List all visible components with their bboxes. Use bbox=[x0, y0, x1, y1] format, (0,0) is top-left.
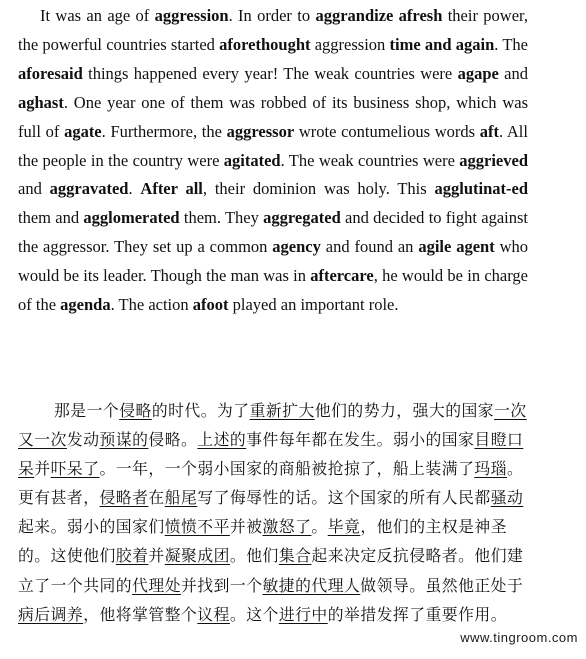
english-term: aggressor bbox=[226, 121, 295, 141]
chinese-term: 上述的 bbox=[197, 430, 247, 450]
english-text: them and bbox=[18, 208, 84, 228]
chinese-paragraph bbox=[18, 396, 538, 629]
english-text: . The bbox=[494, 34, 528, 54]
english-term: agape bbox=[457, 63, 499, 83]
chinese-text: 起来决定反抗侵略者。他们建立了一个共同的 bbox=[18, 546, 524, 595]
chinese-term: 凝聚成团 bbox=[164, 546, 230, 566]
english-text: and decided to fight against the aggressor. They set up a common bbox=[18, 208, 528, 257]
chinese-term: 目瞪口呆 bbox=[18, 430, 524, 479]
chinese-term: 一次又一次 bbox=[18, 401, 527, 450]
chinese-text: 写了侮辱性的话。这个国家的所有人民都 bbox=[197, 488, 491, 508]
chinese-text: 发动 bbox=[66, 430, 100, 450]
english-term: aggregated bbox=[263, 208, 341, 228]
chinese-term: 预谋的 bbox=[99, 430, 149, 450]
english-text: . The action bbox=[110, 295, 193, 315]
english-term: agency bbox=[272, 237, 321, 257]
chinese-term: 敏捷的代理人 bbox=[262, 575, 361, 595]
english-term: aggrandize afresh bbox=[315, 6, 443, 25]
chinese-text: 起来。弱小的国家们 bbox=[18, 517, 165, 537]
watermark: www.tingroom.com bbox=[460, 630, 578, 645]
english-text: and found an bbox=[320, 237, 419, 257]
chinese-text: 在 bbox=[148, 488, 165, 508]
english-text: . Furthermore, the bbox=[101, 121, 227, 141]
english-term: agitated bbox=[223, 150, 281, 170]
chinese-term: 玛瑙 bbox=[474, 459, 507, 479]
chinese-text: 并 bbox=[148, 546, 165, 566]
english-text: wrote contumelious words bbox=[294, 121, 480, 141]
chinese-term: 集合 bbox=[278, 546, 312, 566]
english-term: aghast bbox=[18, 92, 64, 112]
english-term: agate bbox=[64, 121, 102, 141]
english-text: . One year one of them was robbed of its business shop, which was full of bbox=[18, 92, 528, 141]
chinese-text: 做领导。虽然他正处于 bbox=[360, 575, 524, 595]
english-text: . bbox=[128, 179, 141, 199]
chinese-term: 毕竟 bbox=[327, 517, 361, 537]
english-term: time and again bbox=[389, 34, 495, 54]
chinese-term: 议程 bbox=[197, 604, 230, 624]
chinese-text: 他们的势力，强大的国家 bbox=[314, 401, 495, 420]
english-term: agenda bbox=[60, 295, 111, 315]
chinese-text: 并找到一个 bbox=[181, 575, 263, 595]
chinese-term: 胶着 bbox=[115, 546, 149, 566]
chinese-term: 进行中 bbox=[278, 604, 328, 624]
english-text: , he would be in charge of the bbox=[18, 266, 528, 315]
chinese-term: 骚动 bbox=[490, 488, 524, 508]
english-text: and bbox=[498, 63, 529, 83]
chinese-text: 。他们 bbox=[229, 546, 279, 566]
english-paragraph bbox=[18, 2, 528, 320]
chinese-text: 并被 bbox=[229, 517, 263, 537]
chinese-text: 。 bbox=[311, 517, 328, 537]
chinese-term: 船尾 bbox=[164, 488, 198, 508]
english-term: aggrieved bbox=[459, 150, 528, 170]
english-text: . In order to bbox=[228, 6, 316, 25]
chinese-text: ，他们的主权是神圣的。这使他们 bbox=[18, 517, 508, 566]
english-text: who would be its leader. Though the man was in bbox=[18, 237, 528, 286]
chinese-text: 。更有甚者， bbox=[18, 459, 524, 508]
english-text: them. They bbox=[179, 208, 264, 228]
chinese-term: 重新扩大 bbox=[249, 401, 315, 420]
chinese-text: 并 bbox=[34, 459, 51, 479]
english-text: played an important role. bbox=[228, 295, 399, 315]
english-text: aggression bbox=[310, 34, 390, 54]
chinese-text: 侵略。 bbox=[148, 430, 198, 450]
chinese-text: 那是一个 bbox=[54, 401, 120, 420]
chinese-text: 的时代。为了 bbox=[151, 401, 250, 420]
english-term: agglutinat-ed bbox=[434, 179, 528, 199]
english-text: . All the people in the country were bbox=[18, 121, 528, 170]
english-term: aforethought bbox=[219, 34, 311, 54]
english-term: aggravated bbox=[49, 179, 129, 199]
english-text: . The weak countries were bbox=[280, 150, 460, 170]
english-term: agglomerated bbox=[83, 208, 180, 228]
chinese-term: 吓呆了 bbox=[50, 459, 100, 479]
english-text: It was an age of bbox=[40, 6, 155, 25]
english-term: After all bbox=[140, 179, 203, 199]
chinese-text: 。一年，一个弱小国家的商船被抢掠了，船上装满了 bbox=[99, 459, 475, 479]
english-term: agile agent bbox=[418, 237, 495, 257]
english-text: things happened every year! The weak countries were bbox=[82, 63, 458, 83]
english-text: and bbox=[18, 179, 50, 199]
chinese-term: 激怒了 bbox=[262, 517, 312, 537]
chinese-term: 代理处 bbox=[132, 575, 181, 595]
english-text: , their dominion was holy. This bbox=[202, 179, 435, 199]
chinese-term: 愤愤不平 bbox=[164, 517, 230, 537]
chinese-text: 的举措发挥了重要作用。 bbox=[327, 604, 507, 624]
english-term: aft bbox=[479, 121, 499, 141]
english-term: aforesaid bbox=[18, 63, 83, 83]
chinese-text: 。这个 bbox=[229, 604, 279, 624]
english-term: aggression bbox=[154, 6, 229, 25]
chinese-text: ，他将掌管整个 bbox=[83, 604, 198, 624]
chinese-term: 侵略者 bbox=[99, 488, 149, 508]
english-term: afoot bbox=[192, 295, 229, 315]
chinese-term: 病后调养 bbox=[18, 604, 84, 624]
english-term: aftercare bbox=[310, 266, 374, 286]
chinese-text: 事件每年都在发生。弱小的国家 bbox=[246, 430, 475, 450]
chinese-term: 侵略 bbox=[119, 401, 152, 420]
english-text: their power, the powerful countries started bbox=[18, 6, 528, 54]
